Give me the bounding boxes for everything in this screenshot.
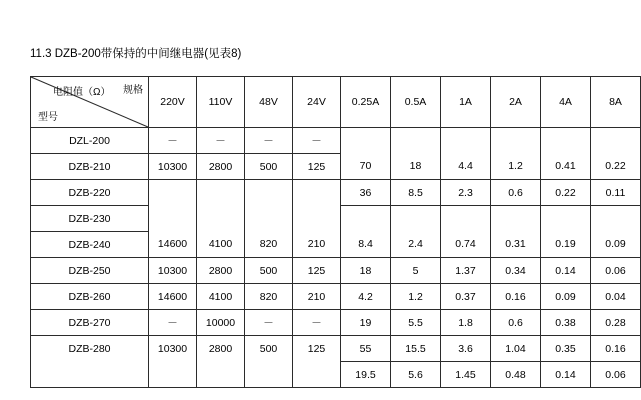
cell-model-4: DZB-240 — [31, 232, 149, 258]
cell-model-8: DZB-280 — [31, 336, 149, 362]
table-row — [31, 206, 641, 232]
cell-model-9 — [31, 362, 149, 388]
cell-current-8-5: 0.16 — [591, 336, 641, 362]
cell-current-4-0: 8.4 — [341, 232, 391, 258]
cell-voltage-1-3: 125 — [293, 154, 341, 180]
cell-current-8-0: 55 — [341, 336, 391, 362]
cell-current-4-5: 0.09 — [591, 232, 641, 258]
cell-voltage-5-3: 125 — [293, 258, 341, 284]
table-row — [31, 154, 641, 180]
cell-voltage-7-3: － — [293, 310, 341, 336]
cell-current-6-5: 0.04 — [591, 284, 641, 310]
cell-current-5-4: 0.14 — [541, 258, 591, 284]
table-row — [31, 284, 641, 310]
cell-current-4-4: 0.19 — [541, 232, 591, 258]
cell-current-6-3: 0.16 — [491, 284, 541, 310]
cell-voltage-5-2: 500 — [245, 258, 293, 284]
cell-voltage-2-3 — [293, 180, 341, 206]
cell-voltage-7-2: － — [245, 310, 293, 336]
relay-spec-table — [30, 76, 641, 388]
cell-voltage-9-0 — [149, 362, 197, 388]
cell-model-0: DZL-200 — [31, 128, 149, 154]
column-header-current-0: 0.25A — [341, 77, 391, 128]
column-header-current-1: 0.5A — [391, 77, 441, 128]
column-header-current-2: 1A — [441, 77, 491, 128]
cell-current-3-2 — [441, 206, 491, 232]
table-corner-header — [31, 77, 149, 128]
cell-current-4-2: 0.74 — [441, 232, 491, 258]
table-row — [31, 258, 641, 284]
cell-voltage-9-2 — [245, 362, 293, 388]
page-title: 11.3 DZB-200带保持的中间继电器(见表8) — [30, 48, 242, 60]
cell-voltage-9-1 — [197, 362, 245, 388]
corner-model-label: 型号 — [38, 112, 58, 123]
cell-current-6-4: 0.09 — [541, 284, 591, 310]
cell-model-1: DZB-210 — [31, 154, 149, 180]
cell-voltage-8-1: 2800 — [197, 336, 245, 362]
cell-voltage-4-1: 4100 — [197, 232, 245, 258]
cell-current-9-1: 5.6 — [391, 362, 441, 388]
cell-model-2: DZB-220 — [31, 180, 149, 206]
cell-current-1-3: 1.2 — [491, 154, 541, 180]
cell-current-1-5: 0.22 — [591, 154, 641, 180]
cell-voltage-4-2: 820 — [245, 232, 293, 258]
cell-current-0-5 — [591, 128, 641, 154]
cell-current-3-3 — [491, 206, 541, 232]
cell-voltage-1-1: 2800 — [197, 154, 245, 180]
cell-model-3: DZB-230 — [31, 206, 149, 232]
cell-voltage-5-1: 2800 — [197, 258, 245, 284]
table-row — [31, 128, 641, 154]
table-row — [31, 336, 641, 362]
cell-current-2-5: 0.11 — [591, 180, 641, 206]
cell-voltage-6-2: 820 — [245, 284, 293, 310]
cell-voltage-7-0: － — [149, 310, 197, 336]
cell-model-7: DZB-270 — [31, 310, 149, 336]
cell-current-2-3: 0.6 — [491, 180, 541, 206]
cell-current-4-1: 2.4 — [391, 232, 441, 258]
cell-current-2-4: 0.22 — [541, 180, 591, 206]
cell-model-6: DZB-260 — [31, 284, 149, 310]
cell-current-2-0: 36 — [341, 180, 391, 206]
column-header-voltage-3: 24V — [293, 77, 341, 128]
corner-resistance-label: 电阻值（Ω） — [53, 87, 111, 98]
cell-voltage-3-0 — [149, 206, 197, 232]
cell-model-5: DZB-250 — [31, 258, 149, 284]
cell-current-6-1: 1.2 — [391, 284, 441, 310]
cell-current-5-5: 0.06 — [591, 258, 641, 284]
cell-voltage-3-2 — [245, 206, 293, 232]
cell-current-7-3: 0.6 — [491, 310, 541, 336]
cell-current-0-0 — [341, 128, 391, 154]
cell-current-1-0: 70 — [341, 154, 391, 180]
cell-current-2-1: 8.5 — [391, 180, 441, 206]
cell-current-7-5: 0.28 — [591, 310, 641, 336]
column-header-voltage-0: 220V — [149, 77, 197, 128]
table-row — [31, 180, 641, 206]
table-row — [31, 232, 641, 258]
cell-voltage-7-1: 10000 — [197, 310, 245, 336]
cell-current-8-4: 0.35 — [541, 336, 591, 362]
column-header-voltage-1: 110V — [197, 77, 245, 128]
cell-voltage-8-3: 125 — [293, 336, 341, 362]
cell-current-5-0: 18 — [341, 258, 391, 284]
cell-voltage-6-0: 14600 — [149, 284, 197, 310]
column-header-current-3: 2A — [491, 77, 541, 128]
cell-current-7-1: 5.5 — [391, 310, 441, 336]
cell-current-3-1 — [391, 206, 441, 232]
cell-current-5-3: 0.34 — [491, 258, 541, 284]
cell-current-3-0 — [341, 206, 391, 232]
cell-voltage-1-2: 500 — [245, 154, 293, 180]
cell-voltage-0-1: － — [197, 128, 245, 154]
cell-current-0-3 — [491, 128, 541, 154]
table-row — [31, 362, 641, 388]
cell-current-0-2 — [441, 128, 491, 154]
cell-current-9-3: 0.48 — [491, 362, 541, 388]
cell-current-1-1: 18 — [391, 154, 441, 180]
cell-voltage-6-1: 4100 — [197, 284, 245, 310]
column-header-current-4: 4A — [541, 77, 591, 128]
corner-spec-label: 规格 — [123, 85, 143, 96]
cell-current-8-2: 3.6 — [441, 336, 491, 362]
cell-voltage-3-1 — [197, 206, 245, 232]
cell-current-8-1: 15.5 — [391, 336, 441, 362]
cell-current-4-3: 0.31 — [491, 232, 541, 258]
cell-current-0-4 — [541, 128, 591, 154]
column-header-voltage-2: 48V — [245, 77, 293, 128]
cell-voltage-6-3: 210 — [293, 284, 341, 310]
cell-current-7-4: 0.38 — [541, 310, 591, 336]
cell-voltage-2-1 — [197, 180, 245, 206]
cell-current-6-2: 0.37 — [441, 284, 491, 310]
cell-current-0-1 — [391, 128, 441, 154]
table-header-row — [31, 77, 641, 128]
cell-current-5-1: 5 — [391, 258, 441, 284]
cell-current-2-2: 2.3 — [441, 180, 491, 206]
cell-current-6-0: 4.2 — [341, 284, 391, 310]
cell-current-9-5: 0.06 — [591, 362, 641, 388]
table-row — [31, 310, 641, 336]
cell-voltage-9-3 — [293, 362, 341, 388]
cell-voltage-0-2: － — [245, 128, 293, 154]
cell-current-9-4: 0.14 — [541, 362, 591, 388]
cell-voltage-5-0: 10300 — [149, 258, 197, 284]
cell-voltage-2-0 — [149, 180, 197, 206]
cell-voltage-1-0: 10300 — [149, 154, 197, 180]
column-header-current-5: 8A — [591, 77, 641, 128]
cell-current-1-4: 0.41 — [541, 154, 591, 180]
cell-current-8-3: 1.04 — [491, 336, 541, 362]
cell-voltage-4-0: 14600 — [149, 232, 197, 258]
cell-current-9-0: 19.5 — [341, 362, 391, 388]
cell-current-5-2: 1.37 — [441, 258, 491, 284]
cell-current-3-4 — [541, 206, 591, 232]
cell-current-9-2: 1.45 — [441, 362, 491, 388]
cell-voltage-3-3 — [293, 206, 341, 232]
cell-voltage-4-3: 210 — [293, 232, 341, 258]
cell-voltage-0-3: － — [293, 128, 341, 154]
cell-voltage-8-0: 10300 — [149, 336, 197, 362]
cell-current-7-2: 1.8 — [441, 310, 491, 336]
cell-current-3-5 — [591, 206, 641, 232]
cell-current-1-2: 4.4 — [441, 154, 491, 180]
cell-current-7-0: 19 — [341, 310, 391, 336]
cell-voltage-0-0: － — [149, 128, 197, 154]
cell-voltage-8-2: 500 — [245, 336, 293, 362]
cell-voltage-2-2 — [245, 180, 293, 206]
